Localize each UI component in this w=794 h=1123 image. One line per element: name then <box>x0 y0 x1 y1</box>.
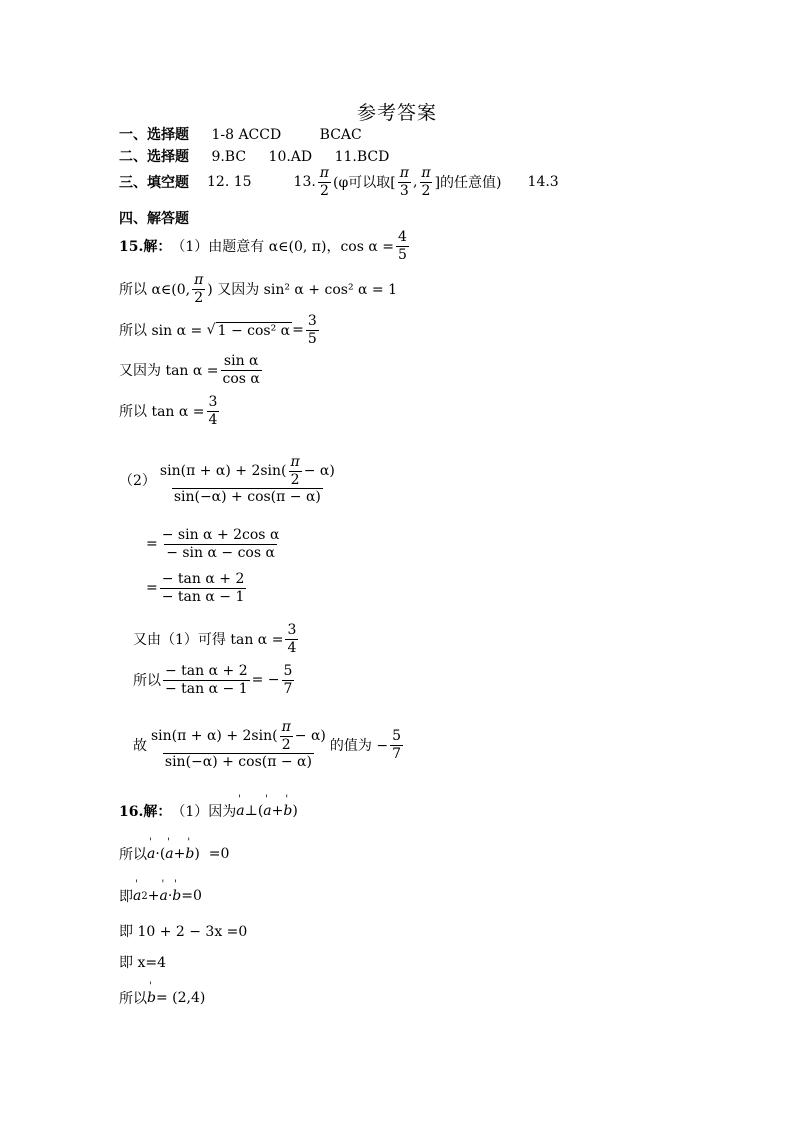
q15-part2-expression: （2） sin(π + α) + 2sin( $\frac{\pi}{2}$ − α) sin(−α) + cos(π − α) <box>119 454 335 506</box>
q15-line1: 15.解： （1）由题意有 α∈(0, π)，cos α = $\frac{4}{5}$ <box>119 229 407 263</box>
fraction-pi-over-2b: $\frac{\pi}{2}$ <box>421 165 431 199</box>
fraction-step1: $\frac{\text{− sin α + 2cos α}}{\text{− sin α − cos α}}$ <box>161 527 280 561</box>
page-title: 参考答案 <box>357 102 438 124</box>
fraction-expression: sin(π + α) + 2sin( $\frac{\pi}{2}$ − α) sin(−α) + cos(π − α) <box>159 454 335 506</box>
fraction-5-7b: $\frac{5}{7}$ <box>392 727 401 762</box>
q16-line3: 即 ' a 2 + ' a · ' b =0 <box>119 886 202 906</box>
q15-step2: = $\frac{\text{− tan α + 2}}{\text{− tan α − 1}}$ <box>146 571 245 605</box>
q16-line6: 所以 ' b = (2,4) <box>119 988 205 1008</box>
fraction-step2b: $\frac{\text{− tan α + 2}}{\text{− tan α − 1}}$ <box>165 663 248 697</box>
q15-line5: 所以 tan α = $\frac{3}{4}$ <box>119 394 218 428</box>
q15-line4: 又因为 tan α = $\frac{\text{sin α}}{\text{cos α}}$ <box>119 353 260 387</box>
q15-line2: 所以 α∈(0, $\frac{\pi}{2}$ ) 又因为 sin² α + cos² α = 1 <box>119 272 397 306</box>
q16-line2: 所以 ' a · ( ' a + ' b ) =0 <box>119 844 229 864</box>
section-fill: 三、填空题 12. 15 13. $\frac{\pi}{2}$ (φ可以取[ $\frac{\pi}{3}$ , $\frac{\pi}{2}$ ]的任意值) 14.3 <box>119 165 559 199</box>
fraction-3-4: $\frac{3}{4}$ <box>208 394 218 428</box>
fraction-5-7: $\frac{5}{7}$ <box>283 663 293 697</box>
q15-line3: 所以 sin α = √ 1 − cos² α = $\frac{3}{5}$ <box>119 313 317 347</box>
section-choice-2: 二、选择题 9.BC 10.AD 11.BCD <box>119 149 390 165</box>
fraction-3-5: $\frac{3}{5}$ <box>307 313 317 347</box>
q15-conclusion: 故 sin(π + α) + 2sin( $\frac{\pi}{2}$ − α) sin(−α) + cos(π − α) 的值为 − $\frac{5}{7}$ <box>133 719 401 771</box>
fraction-step2: $\frac{\text{− tan α + 2}}{\text{− tan α − 1}}$ <box>161 571 245 605</box>
fraction-expression-b: sin(π + α) + 2sin( $\frac{\pi}{2}$ − α) sin(−α) + cos(π − α) <box>151 719 326 771</box>
q15-so: 所以 $\frac{\text{− tan α + 2}}{\text{− tan α − 1}}$ = − $\frac{5}{7}$ <box>133 663 293 697</box>
section-solve: 四、解答题 <box>119 211 189 227</box>
section-choice-1: 一、选择题 1-8 ACCD BCAC <box>119 127 362 143</box>
fraction-pi-over-2: $\frac{\pi}{2}$ <box>319 165 329 199</box>
q15-again: 又由（1）可得 tan α = $\frac{3}{4}$ <box>133 622 297 656</box>
q16-line4: 即 10 + 2 − 3x =0 <box>119 924 248 940</box>
fraction-pi-over-3: $\frac{\pi}{3}$ <box>399 165 409 199</box>
fraction-sin-cos: $\frac{\text{sin α}}{\text{cos α}}$ <box>222 353 260 387</box>
fraction-4-5: $\frac{4}{5}$ <box>398 229 407 263</box>
q16-line1: 16.解： （1）因为 ' a ⊥ ( ' a + ' b ) <box>119 801 298 821</box>
q16-line5: 即 x=4 <box>119 955 166 971</box>
fraction-pi-2: $\frac{\pi}{2}$ <box>194 272 204 306</box>
q15-step1: = $\frac{\text{− sin α + 2cos α}}{\text{− sin α − cos α}}$ <box>146 527 280 561</box>
fraction-3-4b: $\frac{3}{4}$ <box>287 622 297 656</box>
